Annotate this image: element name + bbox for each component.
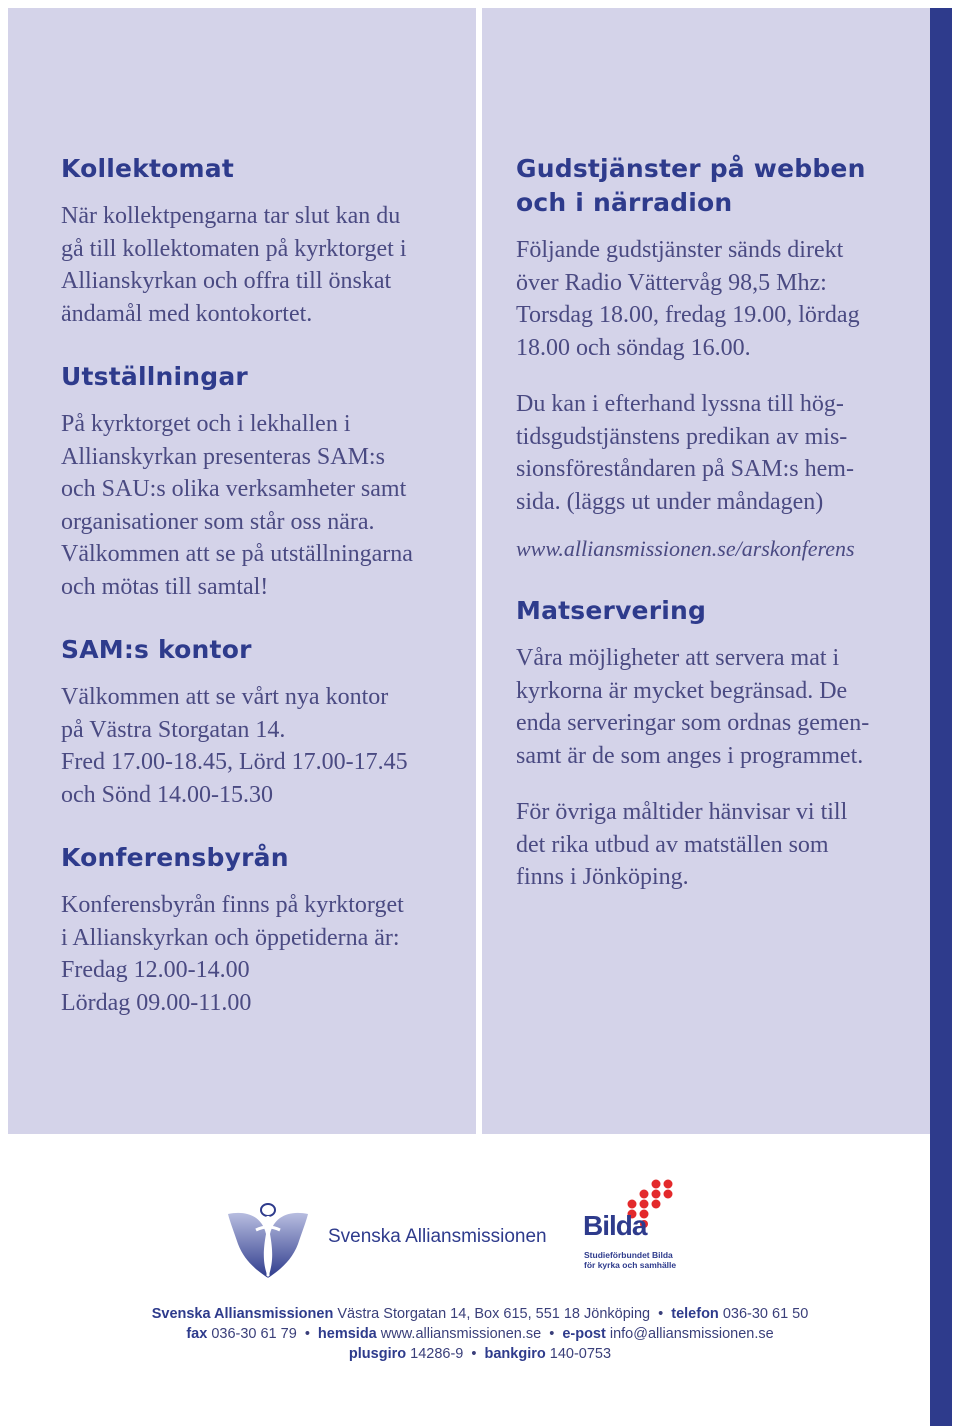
section-sam-kontor (61, 633, 461, 811)
heading-sam-kontor: SAM:s kontor (61, 635, 252, 664)
heading-utstallningar: Utställningar (61, 362, 248, 391)
section-matservering (516, 594, 916, 894)
konferensbyran-text: Konferensbyrån finns på kyrktorget i Allianskyrkan och öppetiderna är: Fredag 12.00-14.00 Lördag 09.00-11.00 (61, 892, 404, 1016)
section-utstallningar (61, 360, 461, 603)
footer-line-1: Svenska Alliansmissionen Västra Storgatan 14, Box 615, 551 18 Jönköping • telefon 036-30 61 50 (151, 1306, 809, 1322)
footer-email-link[interactable]: info@alliansmissionen.se (609, 1326, 774, 1342)
left-column (61, 152, 461, 1019)
dove-cross-emblem-icon (226, 1200, 310, 1280)
bilda-logo-word: Bilda (583, 1210, 647, 1241)
section-kollektomat (61, 152, 461, 330)
heading-gudstjanster: Gudstjänster på webben och i närradion (516, 154, 866, 217)
matservering-text-2: För övriga måltider hänvisar vi till det rika utbud av matställen som finns i Jönköping. (516, 799, 848, 890)
gudstjanster-radio-text: Följande gudstjänster sänds direkt över Radio Vättervåg 98,5 Mhz: Torsdag 18.00, fredag 19.00, lördag 18.00 och söndag 16.00. (516, 237, 860, 361)
footer-line-3: plusgiro 14286-9 • bankgiro 140-0753 (348, 1346, 612, 1362)
sam-logo (226, 1200, 547, 1280)
section-konferensbyran (61, 841, 461, 1019)
arskonferens-link[interactable]: www.alliansmissionen.se/arskonferens (516, 536, 855, 561)
sam-logo-text: Svenska Alliansmissionen (328, 1226, 547, 1247)
utstallningar-text: På kyrktorget och i lekhallen i Allianskyrkan presenteras SAM:s och SAU:s olika verksamheter samt organisationer som står oss nära. Välkommen att se på utställningarna och mötas till samtal! (61, 411, 413, 600)
footer-line-2: fax 036-30 61 79 • hemsida www.alliansmissionen.se • e-post info@alliansmissionen.se (186, 1326, 774, 1342)
heading-matservering: Matservering (516, 596, 707, 625)
bilda-logo-subtitle: Studieförbundet Bilda för kyrka och samhälle (584, 1250, 677, 1270)
matservering-text-1: Våra möjligheter att servera mat i kyrkorna är mycket begränsad. De enda serveringar som ordnas gemen- samt är de som anges i programmet. (516, 645, 870, 769)
footer-website-link[interactable]: www.alliansmissionen.se (380, 1326, 542, 1342)
gudstjanster-predikan-text: Du kan i efterhand lyssna till hög- tidsgudstjänstens predikan av mis- sionsföreståndaren på SAM:s hem- sida. (läggs ut under måndagen) (516, 391, 854, 515)
edge-color-bar (930, 8, 952, 1426)
sam-kontor-text: Välkommen att se vårt nya kontor på Västra Storgatan 14. Fred 17.00-18.45, Lörd 17.00-17.45 och Sönd 14.00-15.30 (61, 684, 408, 808)
section-gudstjanster (516, 152, 916, 564)
kollektomat-text: När kollektpengarna tar slut kan du gå till kollektomaten på kyrktorget i Allianskyrkan och offra till önskat ändamål med kontokortet. (61, 203, 407, 327)
heading-konferensbyran: Konferensbyrån (61, 843, 289, 872)
bilda-logo (580, 1178, 690, 1270)
footer-contact (0, 1304, 960, 1364)
heading-kollektomat: Kollektomat (61, 154, 235, 183)
right-column (516, 152, 916, 894)
